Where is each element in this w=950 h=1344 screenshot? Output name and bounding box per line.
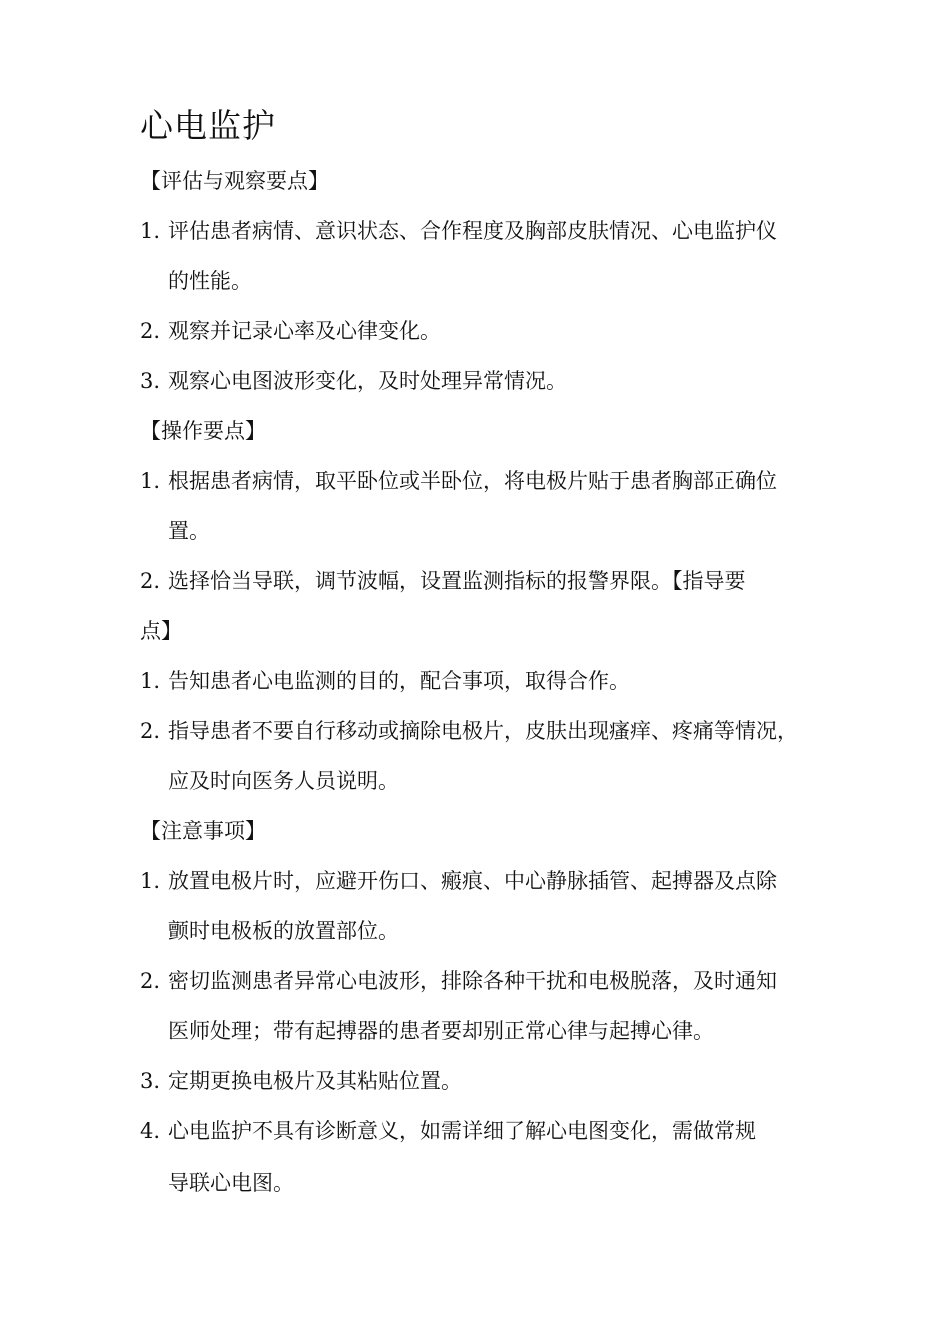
list-item-number: 2. bbox=[140, 319, 161, 343]
list-item-text: 选择恰当导联，调节波幅，设置监测指标的报警界限。【指导要 bbox=[168, 569, 746, 593]
list-item-text-continued: 的性能。 bbox=[168, 269, 252, 293]
list-item-number: 2. bbox=[140, 969, 161, 993]
list-item-text: 指导患者不要自行移动或摘除电极片，皮肤出现瘙痒、疼痛等情况， bbox=[168, 719, 798, 743]
page-title: 心电监护 bbox=[140, 106, 276, 145]
section-heading-operation: 【操作要点】 bbox=[140, 419, 266, 443]
list-item-number: 3. bbox=[140, 369, 161, 393]
list-item-text: 观察并记录心率及心律变化。 bbox=[168, 319, 441, 343]
list-item-text-continued: 置。 bbox=[168, 519, 210, 543]
list-item-text-continued: 颤时电极板的放置部位。 bbox=[168, 919, 399, 943]
list-item-text: 心电监护不具有诊断意义，如需详细了解心电图变化，需做常规 bbox=[168, 1119, 756, 1143]
list-item-text: 告知患者心电监测的目的，配合事项，取得合作。 bbox=[168, 669, 630, 693]
list-item-number: 4. bbox=[140, 1119, 161, 1143]
list-item-text: 评估患者病情、意识状态、合作程度及胸部皮肤情况、心电监护仪 bbox=[168, 219, 777, 243]
list-item-number: 2. bbox=[140, 569, 161, 593]
section-heading-evaluation: 【评估与观察要点】 bbox=[140, 169, 329, 193]
list-item-number: 1. bbox=[140, 869, 161, 893]
list-item-number: 3. bbox=[140, 1069, 161, 1093]
list-item-text: 密切监测患者异常心电波形，排除各种干扰和电极脱落，及时通知 bbox=[168, 969, 777, 993]
list-item-text-continued: 点】 bbox=[140, 619, 182, 643]
list-item-number: 2. bbox=[140, 719, 161, 743]
list-item-number: 1. bbox=[140, 669, 161, 693]
list-item-text: 放置电极片时，应避开伤口、瘢痕、中心静脉插管、起搏器及点除 bbox=[168, 869, 777, 893]
list-item-number: 1. bbox=[140, 219, 161, 243]
list-item-text-continued: 导联心电图。 bbox=[168, 1171, 294, 1195]
list-item-text: 观察心电图波形变化，及时处理异常情况。 bbox=[168, 369, 567, 393]
list-item-text: 根据患者病情，取平卧位或半卧位，将电极片贴于患者胸部正确位 bbox=[168, 469, 777, 493]
section-heading-notes: 【注意事项】 bbox=[140, 819, 266, 843]
list-item-text-continued: 医师处理；带有起搏器的患者要却别正常心律与起搏心律。 bbox=[168, 1019, 714, 1043]
list-item-number: 1. bbox=[140, 469, 161, 493]
list-item-text: 定期更换电极片及其粘贴位置。 bbox=[168, 1069, 462, 1093]
list-item-text-continued: 应及时向医务人员说明。 bbox=[168, 769, 399, 793]
